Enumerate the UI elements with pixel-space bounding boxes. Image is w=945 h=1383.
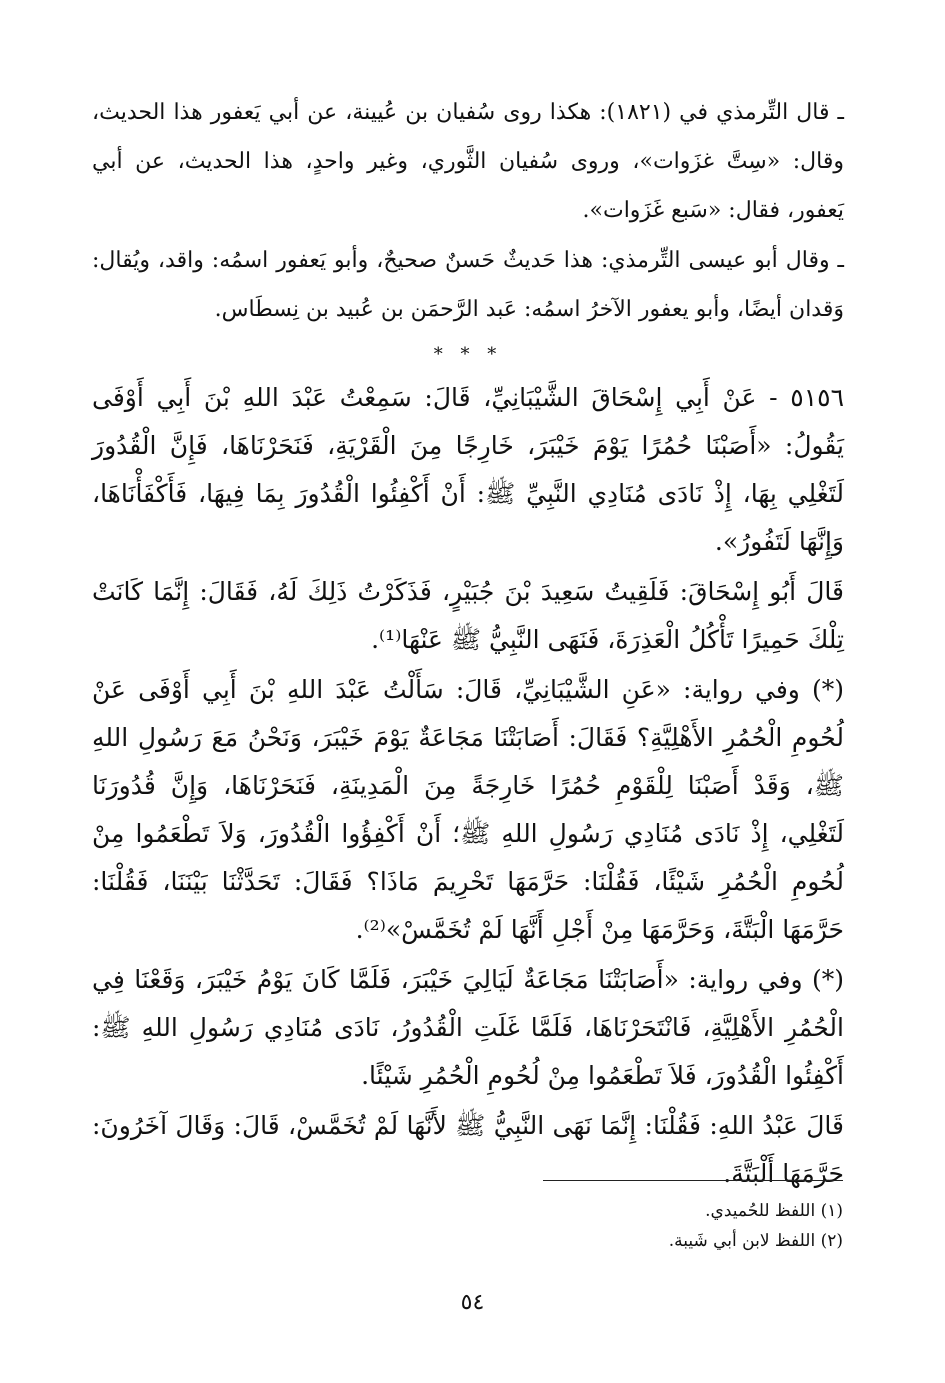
intro-paragraph-1: ـ قال التِّرمذي في (١٨٢١): هكذا روى سُفيان بن عُيينة، عن أبي يَعفور هذا الحديث، وقال: «سِتَّ غزَوات»، وروى سُفيان الثَّوري، وغير واحدٍ، هذا الحديث، عن أبي يَعفور، فقال: «سَبع غَزَوات». [92, 100, 844, 223]
page-number: ٥٤ [460, 1290, 485, 1315]
footnote-divider [543, 1180, 843, 1181]
footnote-2: (٢) اللفظ لابن أبي شَيبة. [668, 1231, 843, 1251]
section-separator: * * * [433, 344, 503, 365]
hadith-paragraph-4: (*) وفي رواية: «أَصَابَتْنَا مَجَاعَةٌ لَيَالِيَ خَيْبَرَ، فَلَمَّا كَانَ يَوْمُ خَيْبَرَ، وَقَعْنَا فِي الْحُمُرِ الأَهْلِيَّةِ، فَانْتَحَرْنَاهَا، فَلَمَّا غَلَتِ الْقُدُورُ، نَادَى مُنَادِي رَسُولِ اللهِ ﷺ: أَكْفِئُوا الْقُدُورَ، فَلاَ تَطْعَمُوا مِنْ لُحُومِ الْحُمُرِ شَيْئًا. [92, 965, 844, 1090]
hadith-paragraph-1: ٥١٥٦ - عَنْ أَبِي إِسْحَاقَ الشَّيْبَانِيِّ، قَالَ: سَمِعْتُ عَبْدَ اللهِ بْنَ أَبِي أَوْفَى يَقُولُ: «أَصَبْنَا حُمُرًا يَوْمَ خَيْبَرَ، خَارِجًا مِنَ الْقَرْيَةِ، فَنَحَرْنَاهَا، فَإِنَّ الْقُدُورَ لَتَغْلِي بِهَا، إِذْ نَادَى مُنَادِي النَّبِيِّ ﷺ: أَنْ أَكْفِئُوا الْقُدُورَ بِمَا فِيهَا، فَأَكْفَأْنَاهَا، وَإِنَّهَا لَتَفُورُ». [92, 383, 844, 556]
intro-paragraph-2: ـ وقال أبو عيسى التِّرمذي: هذا حَديثٌ حَسنٌ صحيحٌ، وأبو يَعفور اسمُه: واقد، ويُقال: وَقدان أيضًا، وأبو يعفور الآخرُ اسمُه: عَبد الرَّحمَن بن عُبيد بن نِسطَاس. [92, 248, 844, 322]
page-body [92, 88, 844, 1198]
footnote-1: (١) اللفظ للحُميدي. [705, 1201, 843, 1221]
hadith-paragraph-2: قَالَ أَبُو إِسْحَاقَ: فَلَقِيتُ سَعِيدَ بْنَ جُبَيْرٍ، فَذَكَرْتُ ذَلِكَ لَهُ، فَقَالَ: إِنَّمَا كَانَتْ تِلْكَ حَمِيرًا تَأْكُلُ الْعَذِرَةَ، فَنَهَى النَّبِيُّ ﷺ عَنْهَا⁽¹⁾. [92, 577, 844, 654]
footnotes [669, 1196, 843, 1256]
hadith-paragraph-3: (*) وفي رواية: «عَنِ الشَّيْبَانِيِّ، قَالَ: سَأَلْتُ عَبْدَ اللهِ بْنَ أَبِي أَوْفَى عَنْ لُحُومِ الْحُمُرِ الأَهْلِيَّةِ؟ فَقَالَ: أَصَابَتْنَا مَجَاعَةٌ يَوْمَ خَيْبَرَ، وَنَحْنُ مَعَ رَسُولِ اللهِ ﷺ، وَقَدْ أَصَبْنَا لِلْقَوْمِ حُمُرًا خَارِجَةً مِنَ الْمَدِينَةِ، فَنَحَرْنَاهَا، وَإِنَّ قُدُورَنَا لَتَغْلِي، إِذْ نَادَى مُنَادِي رَسُولِ اللهِ ﷺ؛ أَنْ أَكْفِؤُوا الْقُدُورَ، وَلاَ تَطْعَمُوا مِنْ لُحُومِ الْحُمُرِ شَيْئًا، فَقُلْنَا: حَرَّمَهَا تَحْرِيمَ مَاذَا؟ فَقَالَ: تَحَدَّثْنَا بَيْنَنَا، فَقُلْنَا: حَرَّمَهَا الْبَتَّةَ، وَحَرَّمَهَا مِنْ أَجْلِ أَنَّهَا لَمْ تُخَمَّسْ»⁽²⁾. [92, 675, 844, 944]
hadith-paragraph-5: قَالَ عَبْدُ اللهِ: فَقُلْنَا: إِنَّمَا نَهَى النَّبِيُّ ﷺ لأَنَّهَا لَمْ تُخَمَّسْ، قَالَ: وَقَالَ آخَرُونَ: حَرَّمَهَا أَلْبَتَّةَ. [92, 1111, 844, 1188]
